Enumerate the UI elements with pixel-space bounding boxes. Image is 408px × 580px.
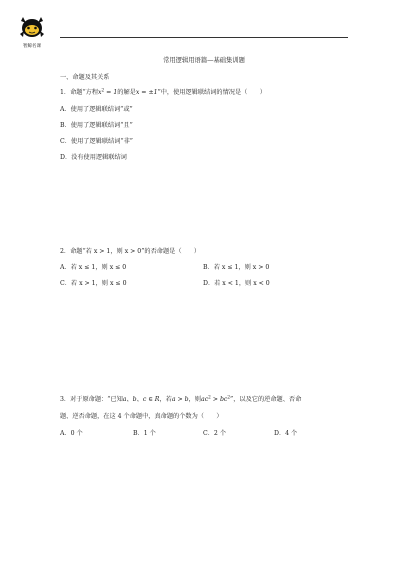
question-2-stem: 2．命题“若 x > 1，则 x > 0”的否命题是（ ）: [60, 248, 201, 255]
header-divider: [60, 37, 348, 38]
question-1-option-c: C．使用了逻辑联结词“非”: [60, 138, 133, 145]
question-3-option-d: D．4 个: [274, 430, 298, 437]
page-title: 常用逻辑用语篇—基础集训题: [163, 57, 245, 64]
logo-text: 智鲸名课: [23, 44, 41, 49]
question-3-option-b: B．1 个: [133, 430, 156, 437]
question-3-option-a: A．0 个: [60, 430, 83, 437]
question-1-option-d: D．没有使用逻辑联结词: [60, 154, 127, 161]
question-1-option-a: A．使用了逻辑联结词“或”: [60, 106, 133, 113]
whale-logo-icon: [14, 12, 50, 42]
question-3-option-c: C．2 个: [203, 430, 227, 437]
brand-logo: [14, 12, 50, 49]
section-heading: 一、命题及其关系: [60, 74, 110, 81]
question-2-option-c: C．若 x > 1，则 x ≤ 0: [60, 280, 127, 287]
question-1-option-b: B．使用了逻辑联结词“且”: [60, 122, 133, 129]
question-1-stem: 1．命题“方程$x^2 = 1$的解是x = ±1”中，使用逻辑联结词的情况是（ ）: [60, 87, 266, 96]
question-3-stem-line-1: 3．对于原命题：“已知a、b、c ∈ R，若a > b，则$ac^2 > bc^2$”，以及它的逆命题、否命: [60, 394, 302, 403]
question-2-option-b: B．若 x ≤ 1，则 x > 0: [203, 264, 270, 271]
question-2-option-a: A．若 x ≤ 1，则 x ≤ 0: [60, 264, 127, 271]
question-3-stem-line-2: 题、逆否命题，在这 4 个命题中，真命题的个数为（ ）: [60, 413, 223, 420]
question-2-option-d: D．若 x < 1，则 x < 0: [203, 280, 270, 287]
